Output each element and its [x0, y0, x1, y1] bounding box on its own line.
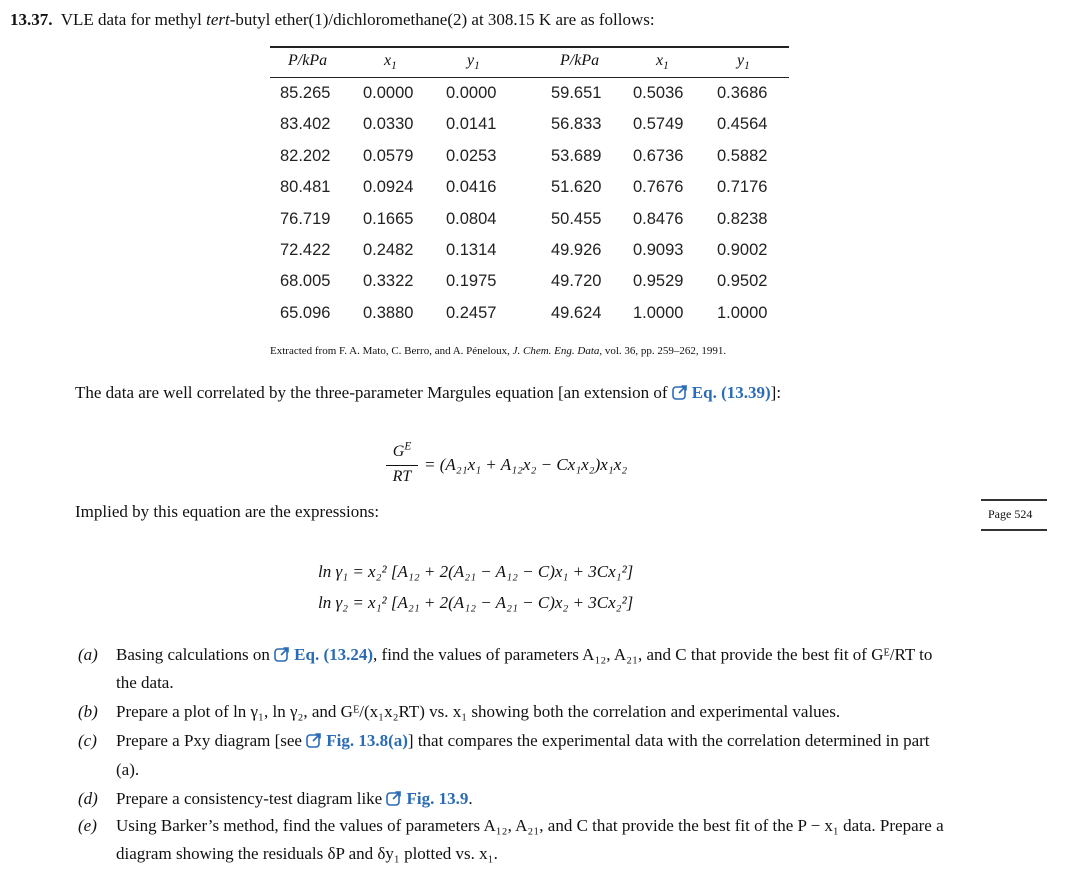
part-text: the data. [116, 673, 174, 692]
title-italic: tert [206, 10, 230, 29]
table-cell: 85.265 [280, 84, 331, 102]
part-text: Prepare a consistency-test diagram like Fig. 13.9. [116, 789, 473, 808]
table-cell: 49.720 [551, 272, 602, 291]
table-cell: 0.0416 [446, 178, 497, 197]
table-cell: 0.9502 [717, 272, 768, 291]
table-cell: 49.926 [551, 241, 602, 259]
external-link-icon [386, 790, 402, 806]
external-link-icon [306, 732, 322, 748]
table-cell: 49.624 [551, 303, 602, 322]
table-cell: 50.455 [551, 209, 602, 228]
table-cell: 1.0000 [717, 303, 768, 322]
table-cell: 53.689 [551, 146, 602, 165]
ge-rhs: = (A₂₁x₁ + A₁₂x₂ − Cx₁x₂)x₁x₂ [424, 455, 628, 474]
table-cell: 0.5882 [717, 146, 768, 165]
table-top-rule [270, 46, 789, 48]
table-cell: 68.005 [280, 272, 331, 291]
reference-link[interactable]: Eq. (13.24) [274, 645, 373, 664]
part-text: Prepare a Pxy diagram [see Fig. 13.8(a)] that compares the experimental data with the correlation determined in part [116, 731, 930, 750]
source-citation: Extracted from F. A. Mato, C. Berro, and A. Péneloux, J. Chem. Eng. Data, vol. 36, pp. 259–262, 1991. [270, 345, 727, 357]
table-cell: 0.3322 [363, 272, 414, 291]
ln-gamma1-equation: ln γ₁ = x₂² [A₁₂ + 2(A₂₁ − A₁₂ − C)x₁ + 3Cx₁²] [318, 562, 634, 581]
table-cell: 0.9529 [633, 272, 684, 291]
table-cell: 0.8476 [633, 209, 684, 228]
table-cell: 0.0000 [446, 84, 497, 102]
ln-gamma2-equation: ln γ₂ = x₁² [A₂₁ + 2(A₁₂ − A₂₁ − C)x₂ + 3Cx₂²] [318, 593, 634, 612]
table-cell: 0.1665 [363, 209, 414, 228]
header-x1-1: $x_1$ [384, 52, 397, 73]
table-cell: 0.9093 [633, 241, 684, 259]
reference-link[interactable]: Fig. 13.8(a) [306, 731, 408, 750]
problem-number: 13.37. [10, 10, 53, 29]
table-cell: 83.402 [280, 115, 331, 134]
page-marker: Page 524 [981, 499, 1047, 531]
table-cell: 0.0141 [446, 115, 497, 134]
part-text: Prepare a plot of ln γ₁, ln γ₂, and Gᴱ/(x₁x₂RT) vs. x₁ showing both the correlation and experimental values. [116, 702, 841, 721]
table-cell: 0.3880 [363, 303, 414, 322]
table-cell: 82.202 [280, 146, 331, 165]
table-cell: 0.2457 [446, 303, 497, 322]
table-cell: 76.719 [280, 209, 331, 228]
table-header-rule [270, 77, 789, 78]
title-post: -butyl ether(1)/dichloromethane(2) at 308.15 K are as follows: [229, 10, 655, 29]
table-cell: 0.7176 [717, 178, 768, 197]
header-x1-2: $x_1$ [656, 52, 669, 73]
part-text: Basing calculations on Eq. (13.24), find the values of parameters A₁₂, A₂₁, and C that provide the best fit of Gᴱ/RT to [116, 645, 933, 664]
header-y1-2: $y_1$ [737, 52, 750, 73]
table-cell: 0.0253 [446, 146, 497, 165]
implied-text: Implied by this equation are the expressions: [75, 502, 380, 521]
table-cell: 0.0924 [363, 178, 414, 197]
table-cell: 1.0000 [633, 303, 684, 322]
table-cell: 72.422 [280, 241, 331, 259]
part-label: (e) [78, 816, 97, 835]
part-text: (a). [116, 760, 140, 779]
title-pre: VLE data for methyl [60, 10, 207, 29]
part-text: diagram showing the residuals δP and δy₁ plotted vs. x₁. [116, 844, 498, 863]
table-cell: 0.0000 [363, 84, 414, 102]
part-label: (a) [78, 645, 98, 664]
part-label: (d) [78, 789, 98, 808]
part-label: (c) [78, 731, 97, 750]
table-cell: 80.481 [280, 178, 331, 197]
eq-13-39-link[interactable]: Eq. (13.39) [672, 383, 771, 402]
intro-text: The data are well correlated by the three-parameter Margules equation [an extension of Eq. (13.39)]: [75, 383, 782, 402]
external-link-icon [672, 384, 688, 400]
reference-link[interactable]: Fig. 13.9 [386, 789, 468, 808]
table-cell: 51.620 [551, 178, 602, 197]
table-cell: 0.0330 [363, 115, 414, 134]
table-cell: 0.1314 [446, 241, 497, 259]
table-cell: 0.3686 [717, 84, 768, 102]
table-cell: 56.833 [551, 115, 602, 134]
header-pressure-1: P/kPa [288, 52, 328, 69]
table-cell: 0.9002 [717, 241, 768, 259]
problem-title [10, 10, 655, 30]
table-cell: 0.6736 [633, 146, 684, 165]
table-cell: 0.5036 [633, 84, 684, 102]
header-y1-1: $y_1$ [467, 52, 480, 73]
table-cell: 0.0579 [363, 146, 414, 165]
table-cell: 0.2482 [363, 241, 414, 259]
table-cell: 0.4564 [717, 115, 768, 134]
part-label: (b) [78, 702, 98, 721]
table-cell: 0.8238 [717, 209, 768, 228]
table-cell: 0.0804 [446, 209, 497, 228]
table-cell: 0.5749 [633, 115, 684, 134]
table-cell: 59.651 [551, 84, 602, 102]
table-cell: 0.7676 [633, 178, 684, 197]
part-text: Using Barker’s method, find the values of parameters A₁₂, A₂₁, and C that provide the best fit of the P − x₁ data. Prepare a [116, 816, 944, 835]
external-link-icon [274, 646, 290, 662]
table-cell: 0.1975 [446, 272, 497, 291]
table-cell: 65.096 [280, 303, 331, 322]
header-pressure-2: P/kPa [560, 52, 600, 69]
